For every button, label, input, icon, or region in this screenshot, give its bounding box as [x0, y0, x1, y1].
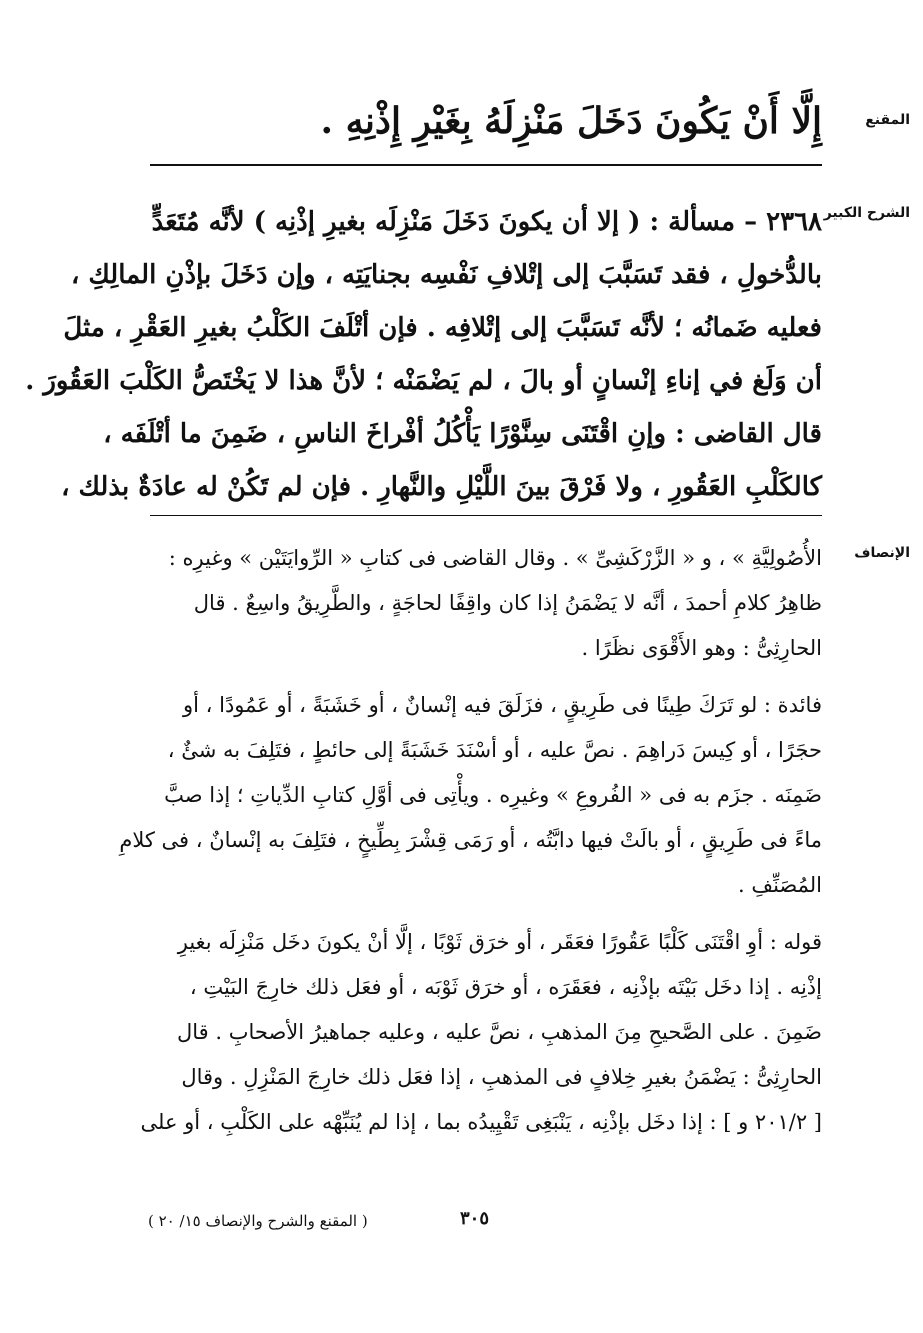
sharh-line: أن وَلَغ في إناءِ إنْسانٍ أو بالَ ، لم يَضْمَنْه ؛ لأنَّ هذا لا يَخْتَصُّ الكَلْبَ العَقُورَ .: [25, 366, 822, 396]
middle-divider: [150, 515, 822, 516]
insaf-text: [119, 536, 822, 1145]
page-number: ٣٠٥: [460, 1208, 490, 1229]
matn-line: إِلَّا أَنْ يَكُونَ دَخَلَ مَنْزِلَهُ بِغَيْرِ إِذْنِهِ .: [320, 100, 822, 142]
sharh-line: كالكَلْبِ العَقُورِ ، ولا فَرْقَ بينَ اللَّيْلِ والنَّهارِ . فإن لم تَكُنْ له عادَةٌ بذلك ،: [61, 472, 822, 502]
insaf-line: الحارِثِىُّ : يَضْمَنُ بغيرِ خِلافٍ فى المذهبِ ، إذا فعَل ذلك خارِجَ المَنْزِلِ . وقال: [181, 1065, 822, 1089]
insaf-line: ماءً فى طَرِيقٍ ، أو بالَتْ فيها دابَّتُه ، أو رَمَى قِشْرَ بِطِّيخٍ ، فتَلِفَ به إنْسانٌ ، فى كلامِ: [119, 828, 822, 852]
insaf-line: حجَرًا ، أو كِيسَ دَراهِمَ . نصَّ عليه ، أو أسْنَدَ خَشَبَةً إلى حائطٍ ، فتَلِفَ به شئٌ ،: [167, 738, 822, 762]
insaf-line: الأُصُولِيَّةِ » ، و « الزَّرْكَشِىِّ » . وقال القاضى فى كتابِ « الرِّوايَتَيْن » وغيرِه :: [168, 546, 822, 570]
sharh-text: [25, 196, 822, 514]
insaf-line: المُصَنِّفِ .: [737, 873, 822, 897]
matn-text: [150, 96, 822, 146]
insaf-line: الحارِثِىُّ : وهو الأَقْوَى نظَرًا .: [581, 636, 822, 660]
label-muqni: المقنع: [865, 112, 910, 128]
sharh-line: قال القاضى : وإنِ اقْتَنَى سِنَّوْرًا يَأْكُلُ أفْراخَ الناسِ ، ضَمِنَ ما أتْلَفَه ،: [103, 419, 822, 449]
insaf-line: ضَمِنَ . على الصَّحيحِ مِنَ المذهبِ ، نصَّ عليه ، وعليه جماهيرُ الأصحابِ . قال: [177, 1020, 822, 1044]
insaf-line: إذْنِه . إذا دخَل بَيْتَه بإذْنِه ، فعَقَرَه ، أو خرَق ثَوْبَه ، أو فعَل ذلك خارِجَ البَيْتِ ،: [189, 975, 822, 999]
sharh-line: فعليه ضَمانُه ؛ لأنَّه تَسَبَّبَ إلى إتْلافِه . فإن أتْلَفَ الكَلْبُ بغيرِ العَقْرِ ، مثلَ: [63, 313, 822, 343]
sharh-line: بالدُّخولِ ، فقد تَسَبَّبَ إلى إتْلافِ نَفْسِه بجنايَتِه ، وإن دَخَلَ بإذْنِ المالِكِ ،: [70, 260, 822, 290]
sharh-line: ٢٣٦٨ – مسألة : ( إلا أن يكونَ دَخَلَ مَنْزِلَه بغيرِ إذْنِه ) لأنَّه مُتَعَدٍّ: [151, 207, 822, 237]
insaf-line: فائدة : لو تَرَكَ طِينًا فى طَرِيقٍ ، فزَلَقَ فيه إنْسانٌ ، أو خَشَبَةً ، أو عَمُودًا ، أو: [183, 693, 822, 717]
label-sharh-kabir: الشرح الكبير: [823, 205, 910, 221]
footer-reference: ( المقنع والشرح والإنصاف ١٥/ ٢٠ ): [148, 1212, 368, 1230]
label-insaf: الإنصاف: [854, 545, 910, 561]
insaf-line: قوله : أوِ اقْتَنَى كَلْبًا عَقُورًا فعَقَر ، أو خرَق ثَوْبًا ، إلَّا أنْ يكونَ دخَل مَنْزِلَه بغيرِ: [177, 930, 822, 954]
insaf-line: ظاهِرُ كلامِ أحمدَ ، أنَّه لا يَضْمَنُ إذا كان واقِفًا لحاجَةٍ ، والطَّرِيقُ واسِعٌ . قال: [193, 591, 822, 615]
insaf-line: ضَمِنَه . جزَم به فى « الفُروعِ » وغيرِه . ويأْتِى فى أوَّلِ كتابِ الدِّياتِ ؛ إذا صبَّ: [164, 783, 822, 807]
top-divider: [150, 164, 822, 166]
insaf-line: [ ٢٠١/٢ و ] : إذا دخَل بإذْنِه ، يَنْبَغِى تَقْيِيدُه بما ، إذا لم يُنَبِّهْه على الكَلْبِ ، أو على: [140, 1110, 822, 1134]
